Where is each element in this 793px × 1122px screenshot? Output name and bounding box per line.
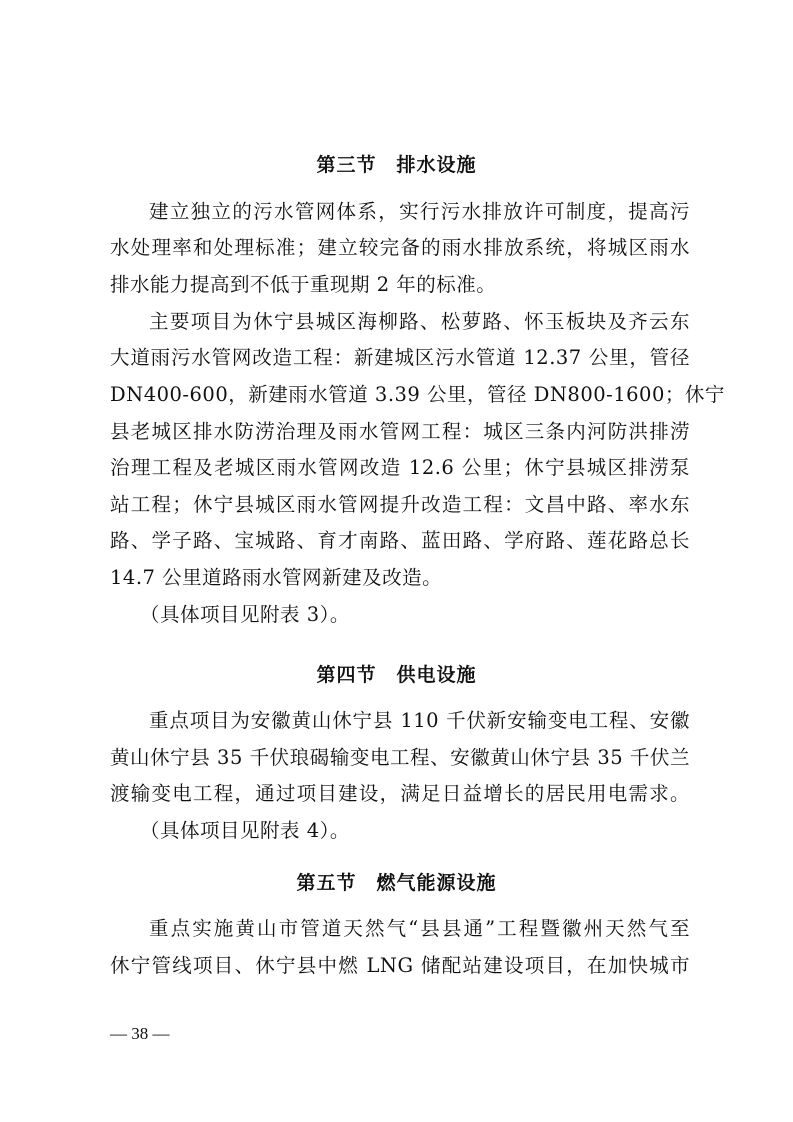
section-heading-power: 第四节 供电设施 xyxy=(316,664,477,686)
paragraph-line: 建立独立的污水管网体系，实行污水排放许可制度，提高污 xyxy=(149,200,690,223)
paragraph-line: 水处理率和处理标准；建立较完备的雨水排放系统，将城区雨水 xyxy=(110,236,690,259)
paragraph-line: 站工程；休宁县城区雨水管网提升改造工程：文昌中路、率水东 xyxy=(110,493,690,516)
paragraph-line: 重点项目为安徽黄山休宁县 110 千伏新安输变电工程、安徽 xyxy=(149,709,690,732)
section-heading-gas: 第五节 燃气能源设施 xyxy=(296,872,497,894)
paragraph-line: 休宁管线项目、休宁县中燃 LNG 储配站建设项目，在加快城市 xyxy=(110,954,690,977)
section-heading-drainage: 第三节 排水设施 xyxy=(316,154,477,176)
paragraph-line: 主要项目为休宁县城区海柳路、松萝路、怀玉板块及齐云东 xyxy=(149,310,690,333)
paragraph-line: 重点实施黄山市管道天然气“县县通”工程暨徽州天然气至 xyxy=(149,917,690,940)
paragraph-line: 黄山休宁县 35 千伏琅碣输变电工程、安徽黄山休宁县 35 千伏兰 xyxy=(110,746,690,769)
page-number: — 38 — xyxy=(110,1024,170,1043)
paragraph-line: 排水能力提高到不低于重现期 2 年的标准。 xyxy=(110,273,497,296)
paragraph-line: 渡输变电工程，通过项目建设，满足日益增长的居民用电需求。 xyxy=(110,782,690,805)
appendix-note: （具体项目见附表 3）。 xyxy=(140,603,350,626)
paragraph-line: 治理工程及老城区雨水管网改造 12.6 公里；休宁县城区排涝泵 xyxy=(110,456,690,479)
paragraph-line: 路、学子路、宝城路、育才南路、蓝田路、学府路、莲花路总长 xyxy=(110,529,690,552)
paragraph-line: 县老城区排水防涝治理及雨水管网工程：城区三条内河防洪排涝 xyxy=(110,420,690,443)
appendix-note: （具体项目见附表 4）。 xyxy=(140,819,350,842)
paragraph-line: 14.7 公里道路雨水管网新建及改造。 xyxy=(110,566,443,589)
paragraph-line: DN400-600，新建雨水管道 3.39 公里，管径 DN800-1600；休宁 xyxy=(110,383,725,406)
paragraph-line: 大道雨污水管网改造工程：新建城区污水管道 12.37 公里，管径 xyxy=(110,346,690,369)
